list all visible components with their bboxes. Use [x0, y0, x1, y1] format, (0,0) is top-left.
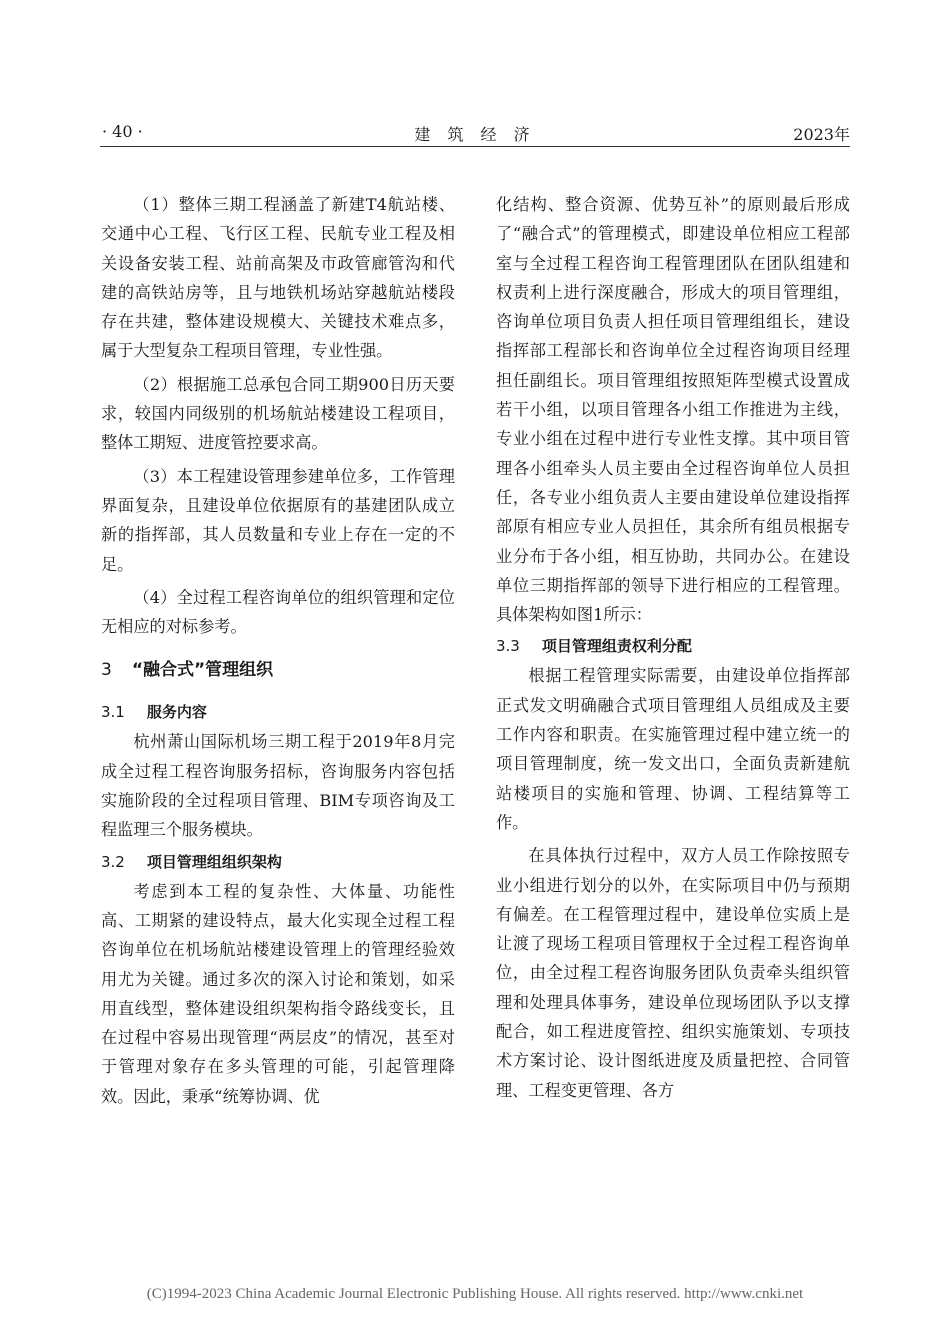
- page-number: · 40 ·: [102, 122, 143, 141]
- subsection-title: 服务内容: [146, 703, 207, 722]
- paragraph: 根据工程管理实际需要，由建设单位指挥部正式发文明确融合式项目管理组人员组成及主要工作内容和职责。在实施管理过程中建立统一的项目管理制度，统一发文出口，全面负责新建航站楼项目的实施和管理、协调、工程结算等工作。: [496, 666, 850, 832]
- subsection-number: 3.2: [101, 852, 125, 871]
- running-header: [100, 118, 850, 147]
- right-column: [496, 190, 850, 1105]
- list-item: （4）全过程工程咨询单位的组织管理和定位无相应的对标参考。: [101, 587, 455, 637]
- section-number: 3: [101, 660, 112, 681]
- subsection-number: 3.1: [101, 703, 125, 722]
- copyright-footer: (C)1994-2023 China Academic Journal Electronic Publishing House. All rights reserved. http://www.cnki.net: [146, 1286, 804, 1302]
- subsection-number: 3.3: [496, 637, 520, 656]
- subsection-heading: [496, 631, 850, 661]
- paragraph: 考虑到本工程的复杂性、大体量、功能性高、工期紧的建设特点，最大化实现全过程工程咨询单位在机场航站楼建设管理上的管理经验效用尤为关键。通过多次的深入讨论和策划，如采用直线型，整体建设组织架构指令路线变长，且在过程中容易出现管理“两层皮”的情况，甚至对于管理对象存在多头管理的可能，引起管理降效。因此，秉承“统筹协调、优: [101, 881, 455, 1106]
- subsection-title: 项目管理组责权利分配: [541, 637, 692, 656]
- left-column: [101, 190, 455, 1111]
- paragraph: 化结构、整合资源、优势互补”的原则最后形成了“融合式”的管理模式，即建设单位相应工程部室与全过程工程咨询工程管理团队在团队组建和权责利上进行深度融合，形成大的项目管理组，咨询单位项目负责人担任项目管理组组长，建设指挥部工程部长和咨询单位全过程咨询项目经理担任副组长。项目管理组按照矩阵型模式设置成若干小组，以项目管理各小组工作推进为主线，专业小组在过程中进行专业性支撑。其中项目管理各小组牵头人员主要由全过程咨询单位人员担任，各专业小组负责人主要由建设单位建设指挥部原有相应专业人员担任，其余所有组员根据专业分布于各小组，相互协助，共同办公。在建设单位三期指挥部的领导下进行相应的工程管理。具体架构如图1所示：: [496, 195, 850, 625]
- subsection-heading: [101, 697, 455, 727]
- list-item: （3）本工程建设管理参建单位多，工作管理界面复杂，且建设单位依据原有的基建团队成立新的指挥部，其人员数量和专业上存在一定的不足。: [101, 466, 455, 574]
- paragraph: 在具体执行过程中，双方人员工作除按照专业小组进行划分的以外，在实际项目中仍与预期有偏差。在工程管理过程中，建设单位实质上是让渡了现场工程项目管理权于全过程工程咨询单位，由全过程工程咨询服务团队负责牵头组织管理和处理具体事务，建设单位现场团队予以支撑配合，如工程进度管控、组织实施策划、专项技术方案讨论、设计图纸进度及质量把控、合同管理、工程变更管理、各方: [496, 846, 850, 1100]
- subsection-title: 项目管理组组织架构: [146, 852, 282, 871]
- section-title: “融合式”管理组织: [131, 660, 274, 681]
- paragraph: 杭州萧山国际机场三期工程于2019年8月完成全过程工程咨询服务招标，咨询服务内容包括实施阶段的全过程项目管理、BIM专项咨询及工程监理三个服务模块。: [101, 732, 455, 840]
- journal-title: 建 筑 经 济: [414, 125, 536, 144]
- issue-year: 2023年: [793, 125, 850, 144]
- subsection-heading: [101, 847, 455, 877]
- list-item: （1）整体三期工程涵盖了新建T4航站楼、交通中心工程、飞行区工程、民航专业工程及相关设备安装工程、站前高架及市政管廊管沟和代建的高铁站房等，且与地铁机场站穿越航站楼段存在共建，整体建设规模大、关键技术难点多，属于大型复杂工程项目管理，专业性强。: [101, 195, 455, 361]
- list-item: （2）根据施工总承包合同工期900日历天要求，较国内同级别的机场航站楼建设工程项目，整体工期短、进度管控要求高。: [101, 374, 455, 453]
- section-heading: [101, 655, 455, 685]
